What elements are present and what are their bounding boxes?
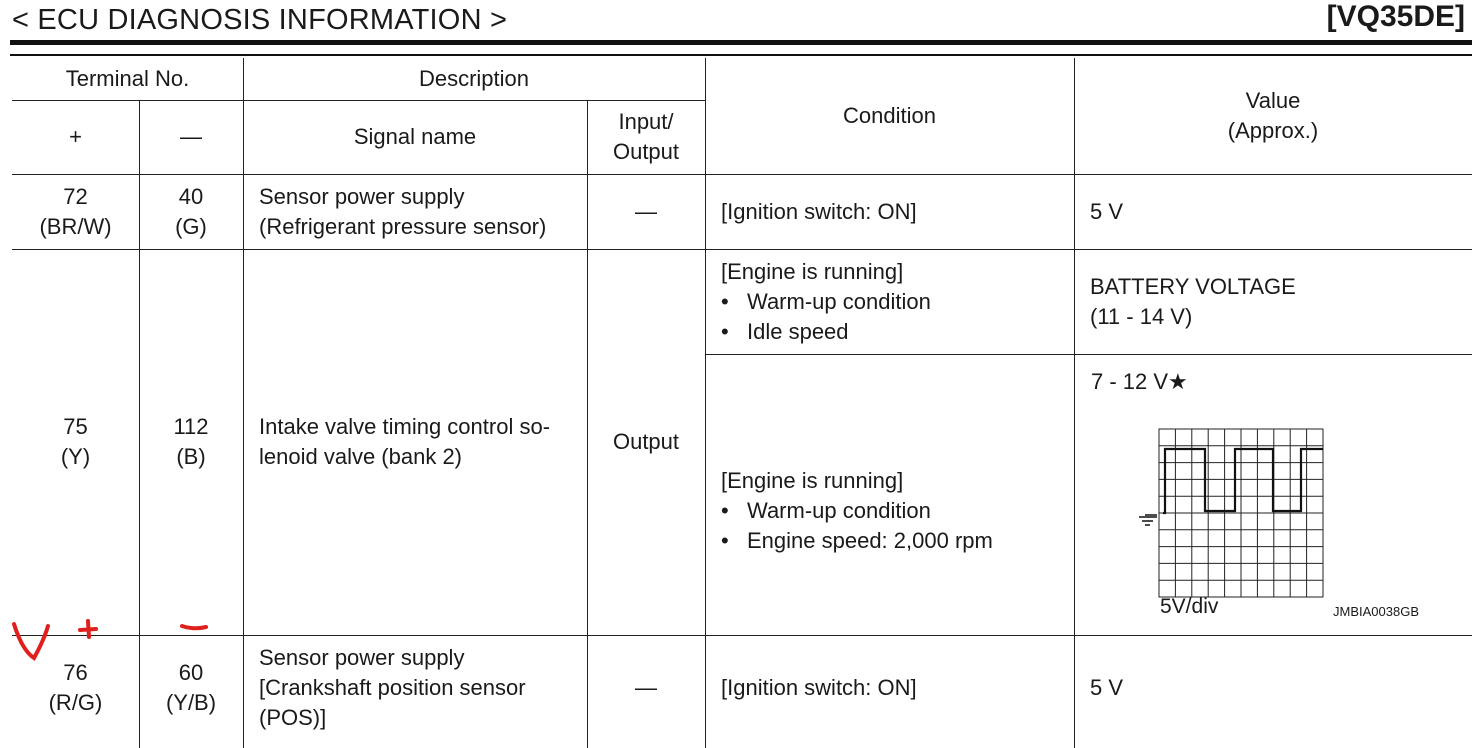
header-value: Value (Approx.) (1227, 88, 1319, 143)
header-rule-thick (10, 40, 1472, 45)
header-condition: Condition (843, 103, 936, 128)
row1-plus-terminal: 72 (BR/W) (39, 183, 112, 239)
handwritten-plus-sign (80, 621, 96, 637)
scope-scale-label: 5V/div (1160, 595, 1219, 618)
condition-bullet: • Warm-up condition (721, 288, 931, 314)
row2-minus-terminal: 112 (B) (173, 414, 209, 469)
ground-symbol (1139, 515, 1157, 525)
row3-condition: [Ignition switch: ON] (721, 674, 917, 700)
row3-signal-name: Sensor power supply [Crankshaft position sensor (POS)] (259, 644, 526, 730)
header-signal-name: Signal name (353, 124, 477, 149)
handwritten-minus-sign (182, 626, 206, 628)
row3-minus-terminal: 60 (Y/B) (165, 659, 217, 715)
row2-input-output: Output (612, 429, 680, 454)
condition-bullet: • Idle speed (721, 318, 849, 344)
header-terminal-no: Terminal No. (65, 66, 190, 91)
row1-input-output: — (635, 198, 657, 224)
engine-code-label: [VQ35DE] (1326, 0, 1465, 33)
header-minus: — (180, 124, 202, 149)
header-input-output: Input/ Output (612, 109, 680, 164)
row2-plus-terminal: 75 (Y) (60, 414, 91, 469)
row2b-condition: [Engine is running] • Warm-up condition • Engine speed: 2,000 rpm (705, 354, 1074, 635)
page-header-title: < ECU DIAGNOSIS INFORMATION > (12, 4, 508, 36)
row2a-condition: [Engine is running] • Warm-up condition • Idle speed (705, 249, 1074, 354)
row1-value: 5 V (1090, 198, 1124, 224)
waveform-trace (1163, 449, 1323, 513)
row3-value: 5 V (1090, 674, 1124, 700)
condition-bullet: • Warm-up condition (721, 497, 931, 523)
pulse-voltage-value: 7 - 12 V★ (1091, 369, 1188, 394)
figure-code-label: JMBIA0038GB (1333, 604, 1419, 619)
scope-grid (1159, 429, 1323, 597)
header-rule-thin (10, 54, 1472, 56)
row2-signal-name: Intake valve timing control so- lenoid valve (bank 2) (259, 414, 551, 469)
row2a-value: BATTERY VOLTAGE (11 - 14 V) (1090, 273, 1296, 329)
header-description: Description (418, 66, 530, 91)
row1-signal-name: Sensor power supply (Refrigerant pressure sensor) (259, 183, 547, 239)
header-plus: + (69, 124, 82, 149)
row3-input-output: — (635, 674, 657, 700)
oscilloscope-waveform-figure (1135, 427, 1335, 603)
condition-bullet: • Engine speed: 2,000 rpm (721, 527, 993, 553)
row1-minus-terminal: 40 (G) (175, 183, 207, 239)
row2b-value (1075, 355, 1472, 635)
handwritten-annotation (8, 612, 238, 662)
row3-plus-terminal: 76 (R/G) (48, 659, 103, 715)
row1-condition: [Ignition switch: ON] (721, 198, 917, 224)
handwritten-check-mark (14, 624, 48, 658)
